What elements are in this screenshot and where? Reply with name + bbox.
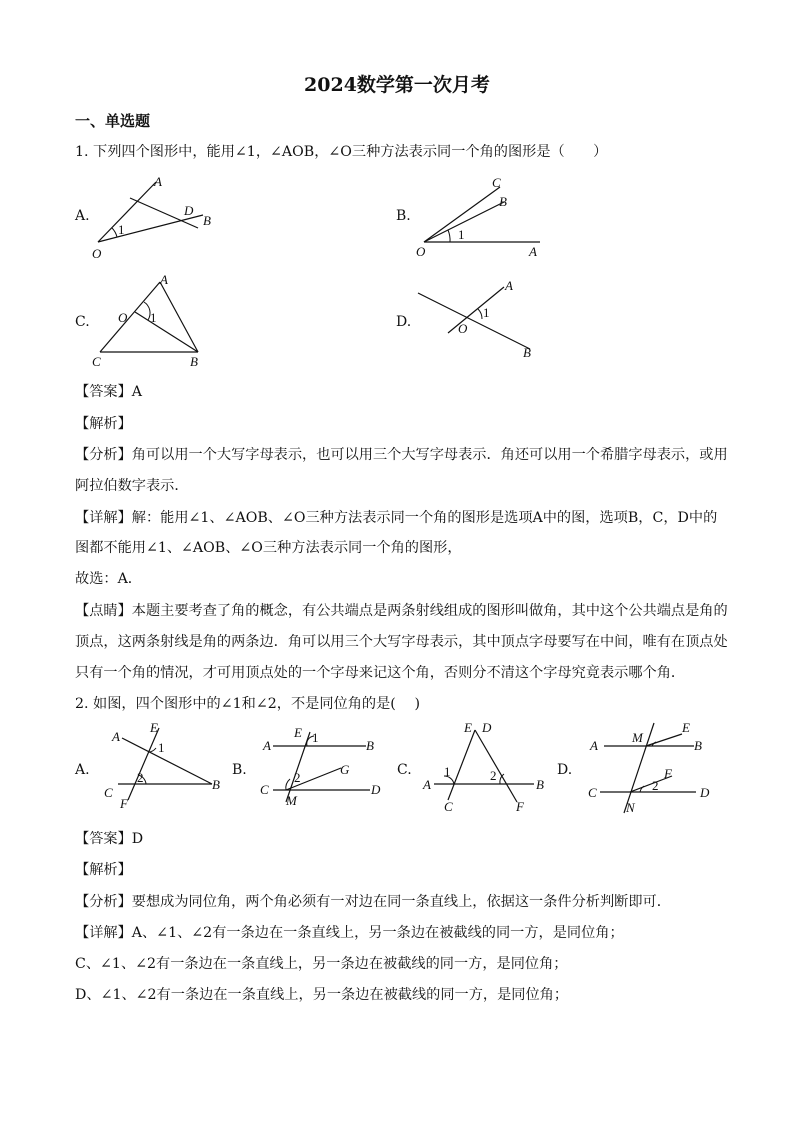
q2-option-c: C. (397, 762, 412, 778)
q2-figure-a (104, 718, 229, 813)
svg-text:1: 1 (483, 305, 490, 320)
svg-text:C: C (444, 799, 453, 814)
svg-text:B: B (366, 738, 374, 753)
q2-option-b: B. (232, 762, 247, 778)
q2-fenxi: 【分析】要想成为同位角，两个角必须有一对边在同一条直线上，依据这一条件分析判断即可． (75, 894, 671, 910)
q1-figure-c (88, 272, 218, 372)
svg-text:D: D (184, 203, 194, 218)
svg-text:2: 2 (652, 778, 659, 793)
svg-text:2: 2 (294, 770, 301, 785)
svg-text:1: 1 (458, 227, 465, 242)
q1-dianjing-line-3: 只有一个角的情况，才可用顶点处的一个字母来记这个角，否则分不清这个字母究竟表示哪个角． (75, 665, 686, 681)
svg-text:F: F (516, 799, 524, 814)
q1-dianjing-line-2: 顶点，这两条射线是角的两条边．角可以用三个大写字母表示，其中顶点字母要写在中间，唯有在顶点处 (75, 634, 728, 650)
q1-option-b: B. (396, 208, 411, 224)
svg-text:D: D (371, 782, 381, 797)
svg-text:2: 2 (137, 770, 144, 785)
svg-text:D: D (700, 785, 710, 800)
svg-text:F: F (120, 796, 128, 811)
svg-text:O: O (92, 246, 102, 261)
q2-figure-d (586, 718, 721, 818)
svg-text:A: A (263, 738, 271, 753)
svg-text:1: 1 (312, 730, 319, 745)
q2-stem: 2. 如图，四个图形中的∠1和∠2，不是同位角的是( ) (75, 696, 421, 712)
svg-text:O: O (416, 244, 426, 259)
svg-text:A: A (529, 244, 537, 259)
q2-option-a: A. (75, 762, 90, 778)
svg-text:E: E (294, 725, 302, 740)
svg-text:B: B (499, 194, 507, 209)
q1-choice: 故选：A． (75, 571, 142, 587)
q2-option-d: D. (557, 762, 573, 778)
page-title: 2024数学第一次月考 (304, 74, 490, 96)
svg-text:A: A (154, 174, 162, 189)
svg-text:C: C (588, 785, 597, 800)
svg-text:O: O (118, 310, 128, 325)
svg-text:M: M (632, 730, 643, 745)
svg-text:O: O (458, 321, 468, 336)
svg-text:A: A (505, 278, 513, 293)
q2-answer: 【答案】D (75, 831, 144, 847)
svg-text:F: F (664, 766, 672, 781)
svg-text:C: C (104, 785, 113, 800)
q1-analysis-heading: 【解析】 (75, 416, 132, 432)
svg-text:M: M (286, 793, 297, 808)
svg-text:1: 1 (444, 764, 451, 779)
q1-dianjing-line-1: 【点睛】本题主要考查了角的概念，有公共端点是两条射线组成的图形叫做角，其中这个公共端点是角的 (75, 603, 728, 619)
svg-text:G: G (340, 762, 350, 777)
svg-text:C: C (492, 175, 501, 190)
svg-text:B: B (190, 354, 198, 369)
q1-xiangjie-line-1: 【详解】解：能用∠1、∠AOB、∠O三种方法表示同一个角的图形是选项A中的图，选项B，C，D中的 (75, 510, 718, 526)
q1-figure-a (88, 170, 228, 265)
q2-figure-c (420, 718, 555, 813)
svg-text:C: C (260, 782, 269, 797)
q2-xiangjie-line-2: C、∠1、∠2有一条边在一条直线上，另一条边在被截线的同一方，是同位角； (75, 956, 568, 972)
svg-text:A: A (590, 738, 598, 753)
svg-text:1: 1 (118, 222, 125, 237)
q1-option-c: C. (75, 314, 90, 330)
q1-xiangjie-line-2: 图都不能用∠1、∠AOB、∠O三种方法表示同一个角的图形， (75, 540, 462, 556)
svg-text:B: B (694, 738, 702, 753)
svg-text:A: A (112, 729, 120, 744)
svg-text:1: 1 (150, 310, 157, 325)
svg-text:A: A (423, 777, 431, 792)
q1-fenxi-line-1: 【分析】角可以用一个大写字母表示，也可以用三个大写字母表示．角还可以用一个希腊字母表示，或用 (75, 447, 728, 463)
svg-text:B: B (523, 345, 531, 360)
svg-text:E: E (682, 720, 690, 735)
q1-stem: 1. 下列四个图形中，能用∠1，∠AOB，∠O三种方法表示同一个角的图形是（ ） (75, 144, 608, 160)
svg-text:B: B (203, 213, 211, 228)
svg-text:B: B (536, 777, 544, 792)
svg-text:E: E (464, 720, 472, 735)
q1-fenxi-line-2: 阿拉伯数字表示． (75, 478, 189, 494)
q1-option-a: A. (75, 208, 90, 224)
q2-xiangjie-line-1: 【详解】A、∠1、∠2有一条边在一条直线上，另一条边在被截线的同一方，是同位角； (75, 925, 624, 941)
q1-figure-b (412, 172, 552, 262)
q1-option-d: D. (396, 314, 412, 330)
q2-figure-b (258, 722, 388, 812)
q1-figure-d (412, 275, 552, 365)
svg-text:1: 1 (158, 740, 165, 755)
svg-text:A: A (160, 272, 168, 287)
svg-text:N: N (626, 800, 635, 815)
q1-answer: 【答案】A (75, 384, 142, 400)
svg-text:E: E (150, 720, 158, 735)
q2-analysis-heading: 【解析】 (75, 862, 132, 878)
svg-text:C: C (92, 354, 101, 369)
q2-xiangjie-line-3: D、∠1、∠2有一条边在一条直线上，另一条边在被截线的同一方，是同位角； (75, 987, 569, 1003)
section-heading: 一、单选题 (75, 112, 151, 130)
svg-text:D: D (482, 720, 492, 735)
svg-text:2: 2 (490, 768, 497, 783)
svg-text:B: B (212, 777, 220, 792)
